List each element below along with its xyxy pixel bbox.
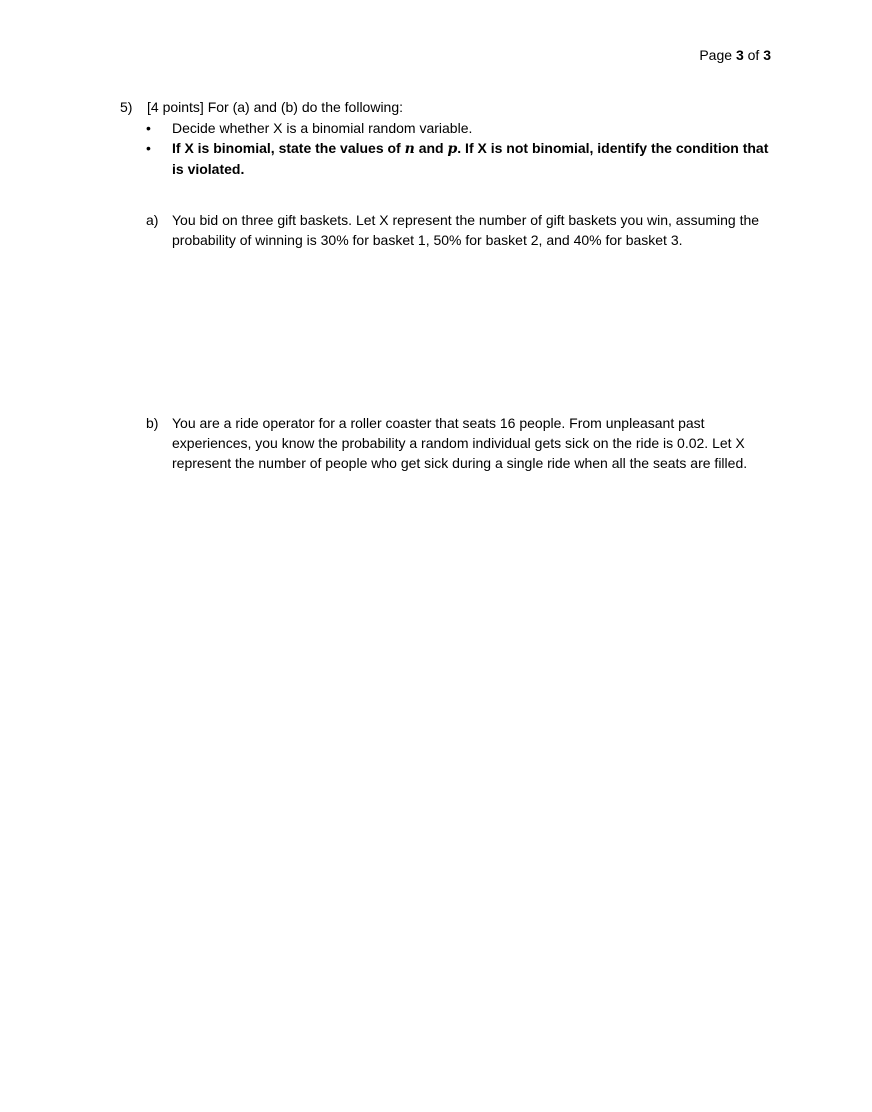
part-b-label: b)	[146, 415, 159, 431]
bullet-2-tail: . If X is not binomial, identify the condition that is violated.	[172, 140, 769, 177]
question-intro: [4 points] For (a) and (b) do the following:	[147, 99, 404, 115]
math-n: n	[404, 141, 415, 157]
bullet-text-1: Decide whether X is a binomial random variable.	[172, 120, 473, 136]
bullet-icon: •	[146, 120, 151, 136]
bullet-text-2	[172, 138, 780, 179]
part-a-label: a)	[146, 212, 159, 228]
part-a	[146, 210, 776, 250]
part-b	[146, 413, 776, 473]
bullet-2-lead: If X is binomial, state the values of	[172, 140, 401, 156]
page-number	[699, 45, 771, 65]
question-5	[120, 97, 780, 179]
bullet-icon: •	[146, 140, 151, 156]
list-item	[146, 118, 780, 138]
bullet-2-and: and	[418, 140, 444, 156]
question-number: 5)	[120, 99, 133, 115]
page-prefix: Page	[699, 47, 733, 63]
part-b-text: You are a ride operator for a roller coaster that seats 16 people. From unpleasant past experiences, you know the probability a random individual gets sick on the ride is 0.02. Let X represent the number of people who get sick during a single ride when all the seats are filled.	[172, 415, 748, 471]
math-p: p	[447, 141, 458, 157]
part-a-text: You bid on three gift baskets. Let X represent the number of gift baskets you win, assuming the probability of winning is 30% for basket 1, 50% for basket 2, and 40% for basket 3.	[172, 212, 760, 248]
question-header	[120, 97, 780, 117]
instruction-list	[120, 118, 780, 179]
page-of: of	[747, 47, 760, 63]
page-total: 3	[763, 47, 771, 63]
page-current: 3	[735, 47, 744, 63]
list-item	[146, 138, 780, 179]
